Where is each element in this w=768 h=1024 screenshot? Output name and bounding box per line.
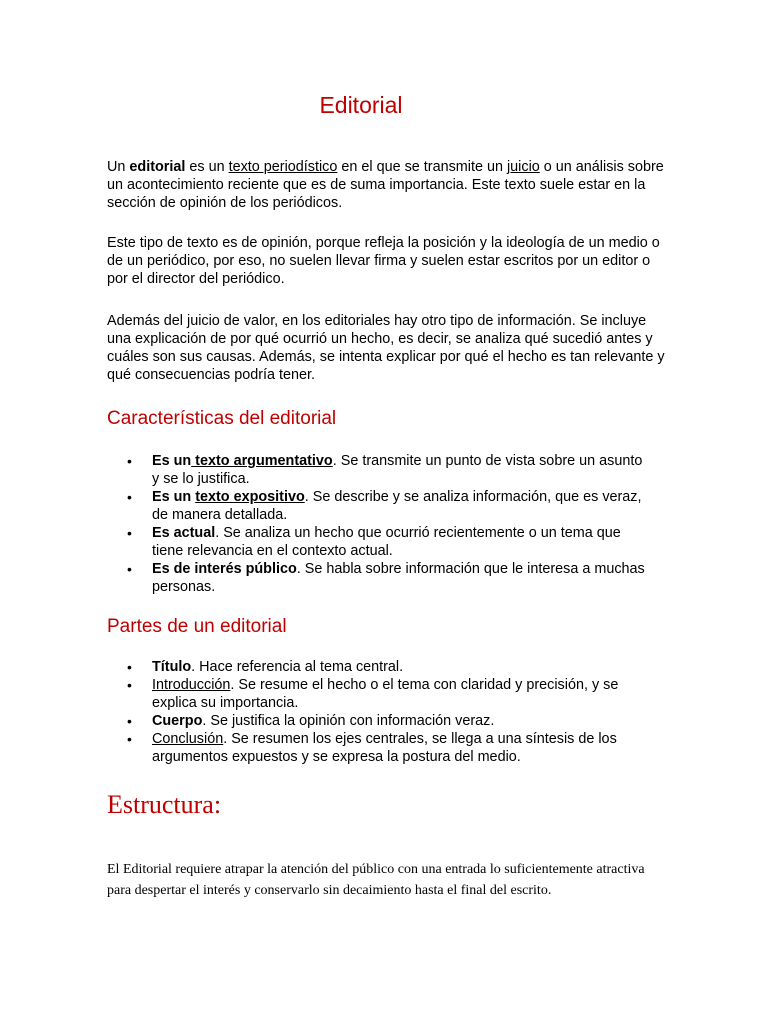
bullet-glyph: • [127,713,132,729]
item-text: . Se resume el hecho o el tema con claridad y precisión, y se explica su importancia. [152,677,619,711]
intro-paragraph-1 [107,158,667,212]
bold-term-editorial: editorial [129,159,186,175]
list-item [107,488,647,524]
text-run: o un análisis sobre un acontecimiento reciente que es de suma importancia. Este texto suele estar en la sección de opinión de los periódicos. [107,159,664,211]
link-introduccion[interactable]: Introducción [152,677,231,693]
heading-caracteristicas: Características del editorial [107,408,337,429]
list-item [107,524,647,560]
link-texto-periodistico[interactable]: texto periodístico [228,159,338,175]
bullet-glyph: • [127,677,132,693]
intro-paragraph-3: Además del juicio de valor, en los editoriales hay otro tipo de información. Se incluye una explicación de por qué ocurrió un hecho, es decir, se analiza qué sucedió antes y cuáles son sus causas. Además, se intenta explicar por qué el hecho es tan relevante y qué consecuencias podría tener. [107,313,665,383]
bullet-glyph: • [127,525,132,541]
item-label-cuerpo: Cuerpo [152,713,203,729]
text-run: es un [185,159,229,175]
item-bold: Es actual [152,525,216,541]
item-text: . Se resumen los ejes centrales, se llega a una síntesis de los argumentos expuestos y se expresa la postura del medio. [152,731,617,765]
list-item [107,730,647,766]
link-conclusion[interactable]: Conclusión [152,731,224,747]
link-texto-expositivo[interactable]: texto expositivo [195,489,305,505]
item-label-titulo: Título [152,659,192,675]
list-item [107,560,647,596]
bullet-glyph: • [127,489,132,505]
partes-list [107,658,647,766]
list-item [107,452,647,488]
list-item [107,676,647,712]
bullet-glyph: • [127,561,132,577]
document-title: Editorial [319,92,403,118]
text-run: Un [107,159,130,175]
item-text: . Se transmite un punto de vista sobre un asunto y se lo justifica. [152,453,643,487]
intro-paragraph-2: Este tipo de texto es de opinión, porque refleja la posición y la ideología de un medio o de un periódico, por eso, no suelen llevar firma y suelen estar escritos por un editor o por el director del periódico. [107,235,660,287]
item-text: . Se justifica la opinión con información veraz. [202,713,495,729]
link-texto-argumentativo[interactable]: texto argumentativo [191,453,333,469]
item-bold: Es un [152,489,196,505]
link-juicio[interactable]: juicio [506,159,540,175]
caracteristicas-list [107,452,647,596]
item-text: . Se habla sobre información que le interesa a muchas personas. [152,561,645,595]
list-item [107,658,647,676]
heading-estructura: Estructura: [107,790,222,819]
list-item [107,712,647,730]
item-bold: Es un [152,453,192,469]
bullet-glyph: • [127,731,132,747]
item-text: . Hace referencia al tema central. [191,659,404,675]
item-text: . Se analiza un hecho que ocurrió recientemente o un tema que tiene relevancia en el contexto actual. [152,525,621,559]
bullet-glyph: • [127,659,132,675]
text-run: en el que se transmite un [337,159,507,175]
heading-partes: Partes de un editorial [107,616,287,637]
item-bold: Es de interés público [152,561,297,577]
estructura-paragraph: El Editorial requiere atrapar la atención del público con una entrada lo suficientemente atractiva para despertar el interés y conservarlo sin decaimiento hasta el final del escrito. [107,862,645,898]
item-text: . Se describe y se analiza información, que es veraz, de manera detallada. [152,489,642,523]
bullet-glyph: • [127,453,132,469]
